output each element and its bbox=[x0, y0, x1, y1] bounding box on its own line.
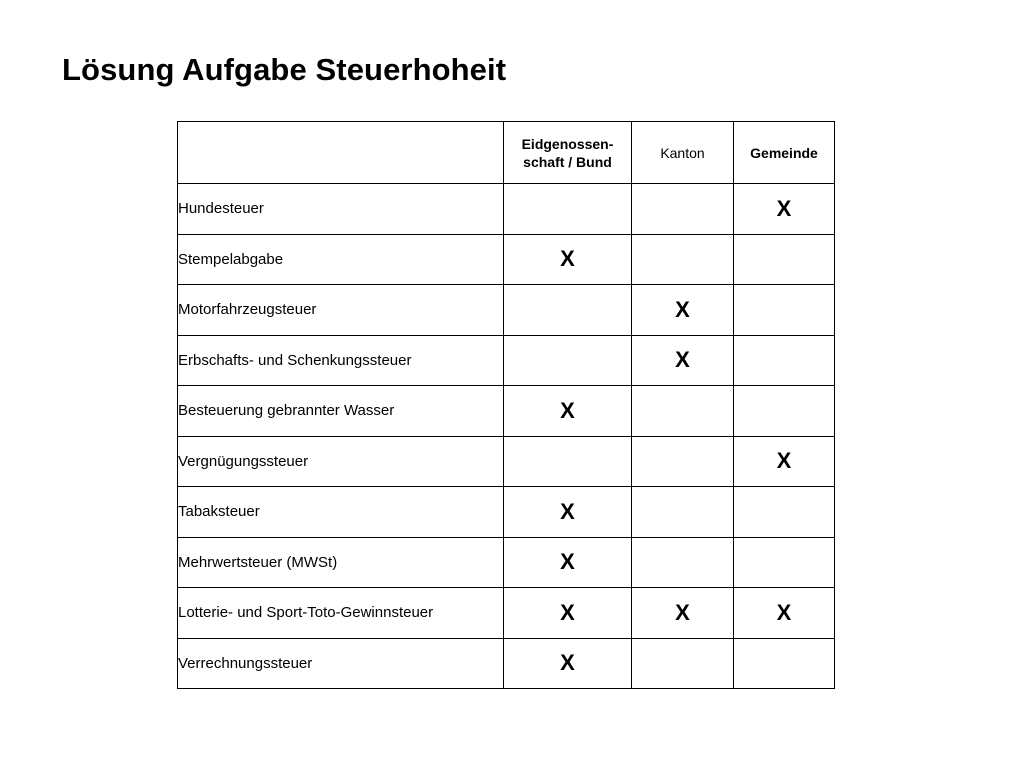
mark-kanton bbox=[632, 184, 734, 235]
mark-kanton bbox=[632, 386, 734, 437]
mark-bund: X bbox=[504, 487, 632, 538]
mark-kanton: X bbox=[632, 588, 734, 639]
mark-bund: X bbox=[504, 638, 632, 689]
mark-gemeinde bbox=[734, 638, 835, 689]
table-row bbox=[178, 588, 835, 639]
header-bund bbox=[504, 122, 632, 184]
tax-label: Lotterie- und Sport-Toto-Gewinnsteuer bbox=[178, 588, 504, 639]
page-title: Lösung Aufgabe Steuerhoheit bbox=[62, 52, 507, 87]
table-row bbox=[178, 234, 835, 285]
mark-gemeinde bbox=[734, 537, 835, 588]
table-row bbox=[178, 386, 835, 437]
mark-bund: X bbox=[504, 537, 632, 588]
mark-gemeinde bbox=[734, 335, 835, 386]
table-row bbox=[178, 638, 835, 689]
tax-label: Stempelabgabe bbox=[178, 234, 504, 285]
mark-kanton bbox=[632, 436, 734, 487]
header-bund-text: Eidgenossen-schaft / Bund bbox=[521, 135, 614, 170]
mark-gemeinde bbox=[734, 234, 835, 285]
mark-bund: X bbox=[504, 386, 632, 437]
mark-gemeinde: X bbox=[734, 436, 835, 487]
tax-label: Tabaksteuer bbox=[178, 487, 504, 538]
mark-gemeinde bbox=[734, 285, 835, 336]
mark-kanton bbox=[632, 234, 734, 285]
mark-bund: X bbox=[504, 234, 632, 285]
mark-kanton: X bbox=[632, 285, 734, 336]
table-row bbox=[178, 335, 835, 386]
tax-label: Vergnügungssteuer bbox=[178, 436, 504, 487]
mark-gemeinde bbox=[734, 386, 835, 437]
tax-label: Motorfahrzeugsteuer bbox=[178, 285, 504, 336]
mark-bund bbox=[504, 184, 632, 235]
tax-label: Mehrwertsteuer (MWSt) bbox=[178, 537, 504, 588]
table-row bbox=[178, 487, 835, 538]
header-kanton: Kanton bbox=[632, 122, 734, 184]
tax-label: Hundesteuer bbox=[178, 184, 504, 235]
tax-authority-table bbox=[177, 121, 835, 689]
tax-label: Erbschafts- und Schenkungssteuer bbox=[178, 335, 504, 386]
mark-kanton: X bbox=[632, 335, 734, 386]
tax-label: Besteuerung gebrannter Wasser bbox=[178, 386, 504, 437]
table-row bbox=[178, 184, 835, 235]
header-row bbox=[178, 122, 835, 184]
table-row bbox=[178, 537, 835, 588]
mark-kanton bbox=[632, 537, 734, 588]
mark-kanton bbox=[632, 487, 734, 538]
header-gemeinde: Gemeinde bbox=[734, 122, 835, 184]
mark-kanton bbox=[632, 638, 734, 689]
mark-gemeinde bbox=[734, 487, 835, 538]
header-label bbox=[178, 122, 504, 184]
mark-gemeinde: X bbox=[734, 184, 835, 235]
mark-bund bbox=[504, 436, 632, 487]
tax-label: Verrechnungssteuer bbox=[178, 638, 504, 689]
table-row bbox=[178, 436, 835, 487]
mark-bund bbox=[504, 285, 632, 336]
table-body bbox=[178, 184, 835, 689]
table-row bbox=[178, 285, 835, 336]
mark-bund: X bbox=[504, 588, 632, 639]
mark-bund bbox=[504, 335, 632, 386]
mark-gemeinde: X bbox=[734, 588, 835, 639]
